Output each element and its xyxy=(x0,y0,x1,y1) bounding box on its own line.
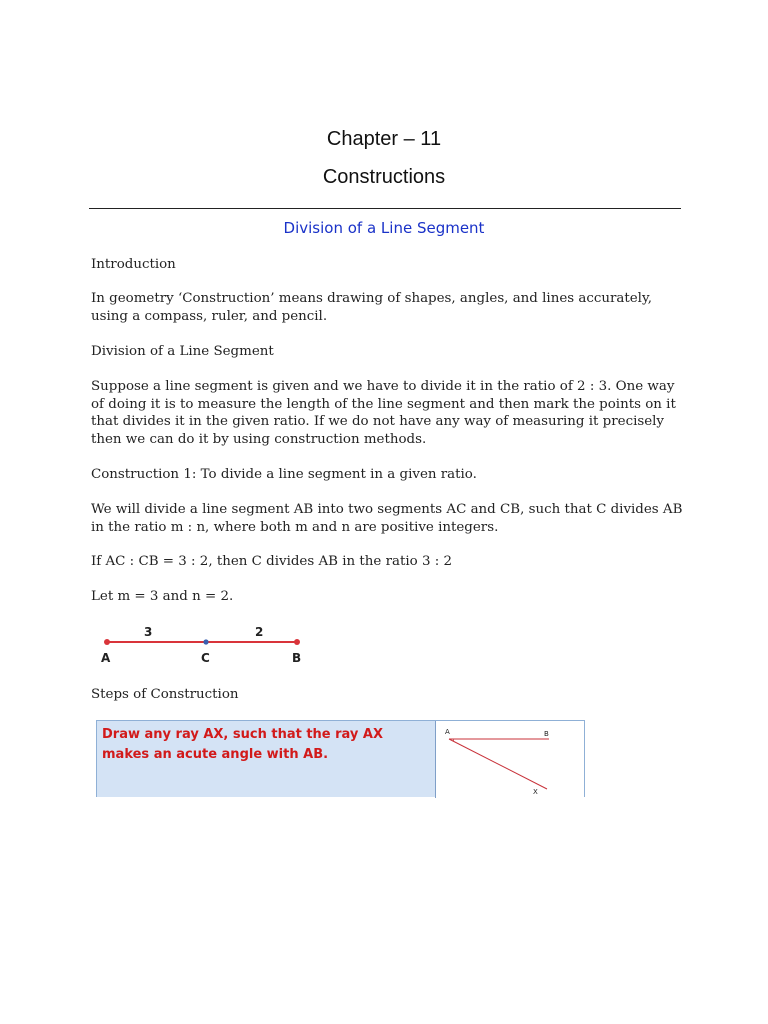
diagram-label-b: B xyxy=(544,730,549,738)
let-statement: Let m = 3 and n = 2. xyxy=(91,589,234,604)
chapter-title: Constructions xyxy=(322,166,446,188)
point-c xyxy=(203,639,208,644)
point-b xyxy=(294,639,300,645)
intro-paragraph: In geometry ‘Construction’ means drawing of shapes, angles, and lines accurately, using a compass, ruler, and pencil. xyxy=(91,291,652,324)
point-a xyxy=(104,639,110,645)
construction-heading: Construction 1: To divide a line segment in a given ratio. xyxy=(91,467,477,482)
line-segment-figure xyxy=(92,618,312,668)
diagram-label-x: X xyxy=(533,788,538,796)
segment-label-2: 2 xyxy=(255,625,264,639)
step-1-text: Draw any ray AX, such that the ray AX makes an acute angle with AB. xyxy=(102,727,384,762)
label-a: A xyxy=(101,651,111,665)
step-1-figure xyxy=(436,721,584,798)
ray-ax-diagram xyxy=(436,721,584,798)
division-paragraph: Suppose a line segment is given and we have to divide it in the ratio of 2 : 3. One way of doing it is to measure the length of the line segment and then mark the points on it that divides it in the given ratio. If we do not have any way of measuring it precisely then we can do it by using construction methods. xyxy=(91,379,676,447)
chapter-number: Chapter – 11 xyxy=(326,128,442,150)
division-heading: Division of a Line Segment xyxy=(91,344,274,359)
step-1-box xyxy=(96,720,585,797)
construction-paragraph: We will divide a line segment AB into two segments AC and CB, such that C divides AB in the ratio m : n, where both m and n are positive integers. xyxy=(91,502,683,535)
label-b: B xyxy=(292,651,302,665)
label-c: C xyxy=(201,651,210,665)
ratio-statement: If AC : CB = 3 : 2, then C divides AB in the ratio 3 : 2 xyxy=(91,554,453,569)
ray-ax xyxy=(449,739,547,789)
steps-heading: Steps of Construction xyxy=(91,687,239,702)
section-heading: Division of a Line Segment xyxy=(283,219,485,237)
segment-label-3: 3 xyxy=(144,625,153,639)
diagram-label-a: A xyxy=(445,728,450,736)
intro-heading: Introduction xyxy=(91,257,176,272)
title-divider xyxy=(89,208,681,209)
